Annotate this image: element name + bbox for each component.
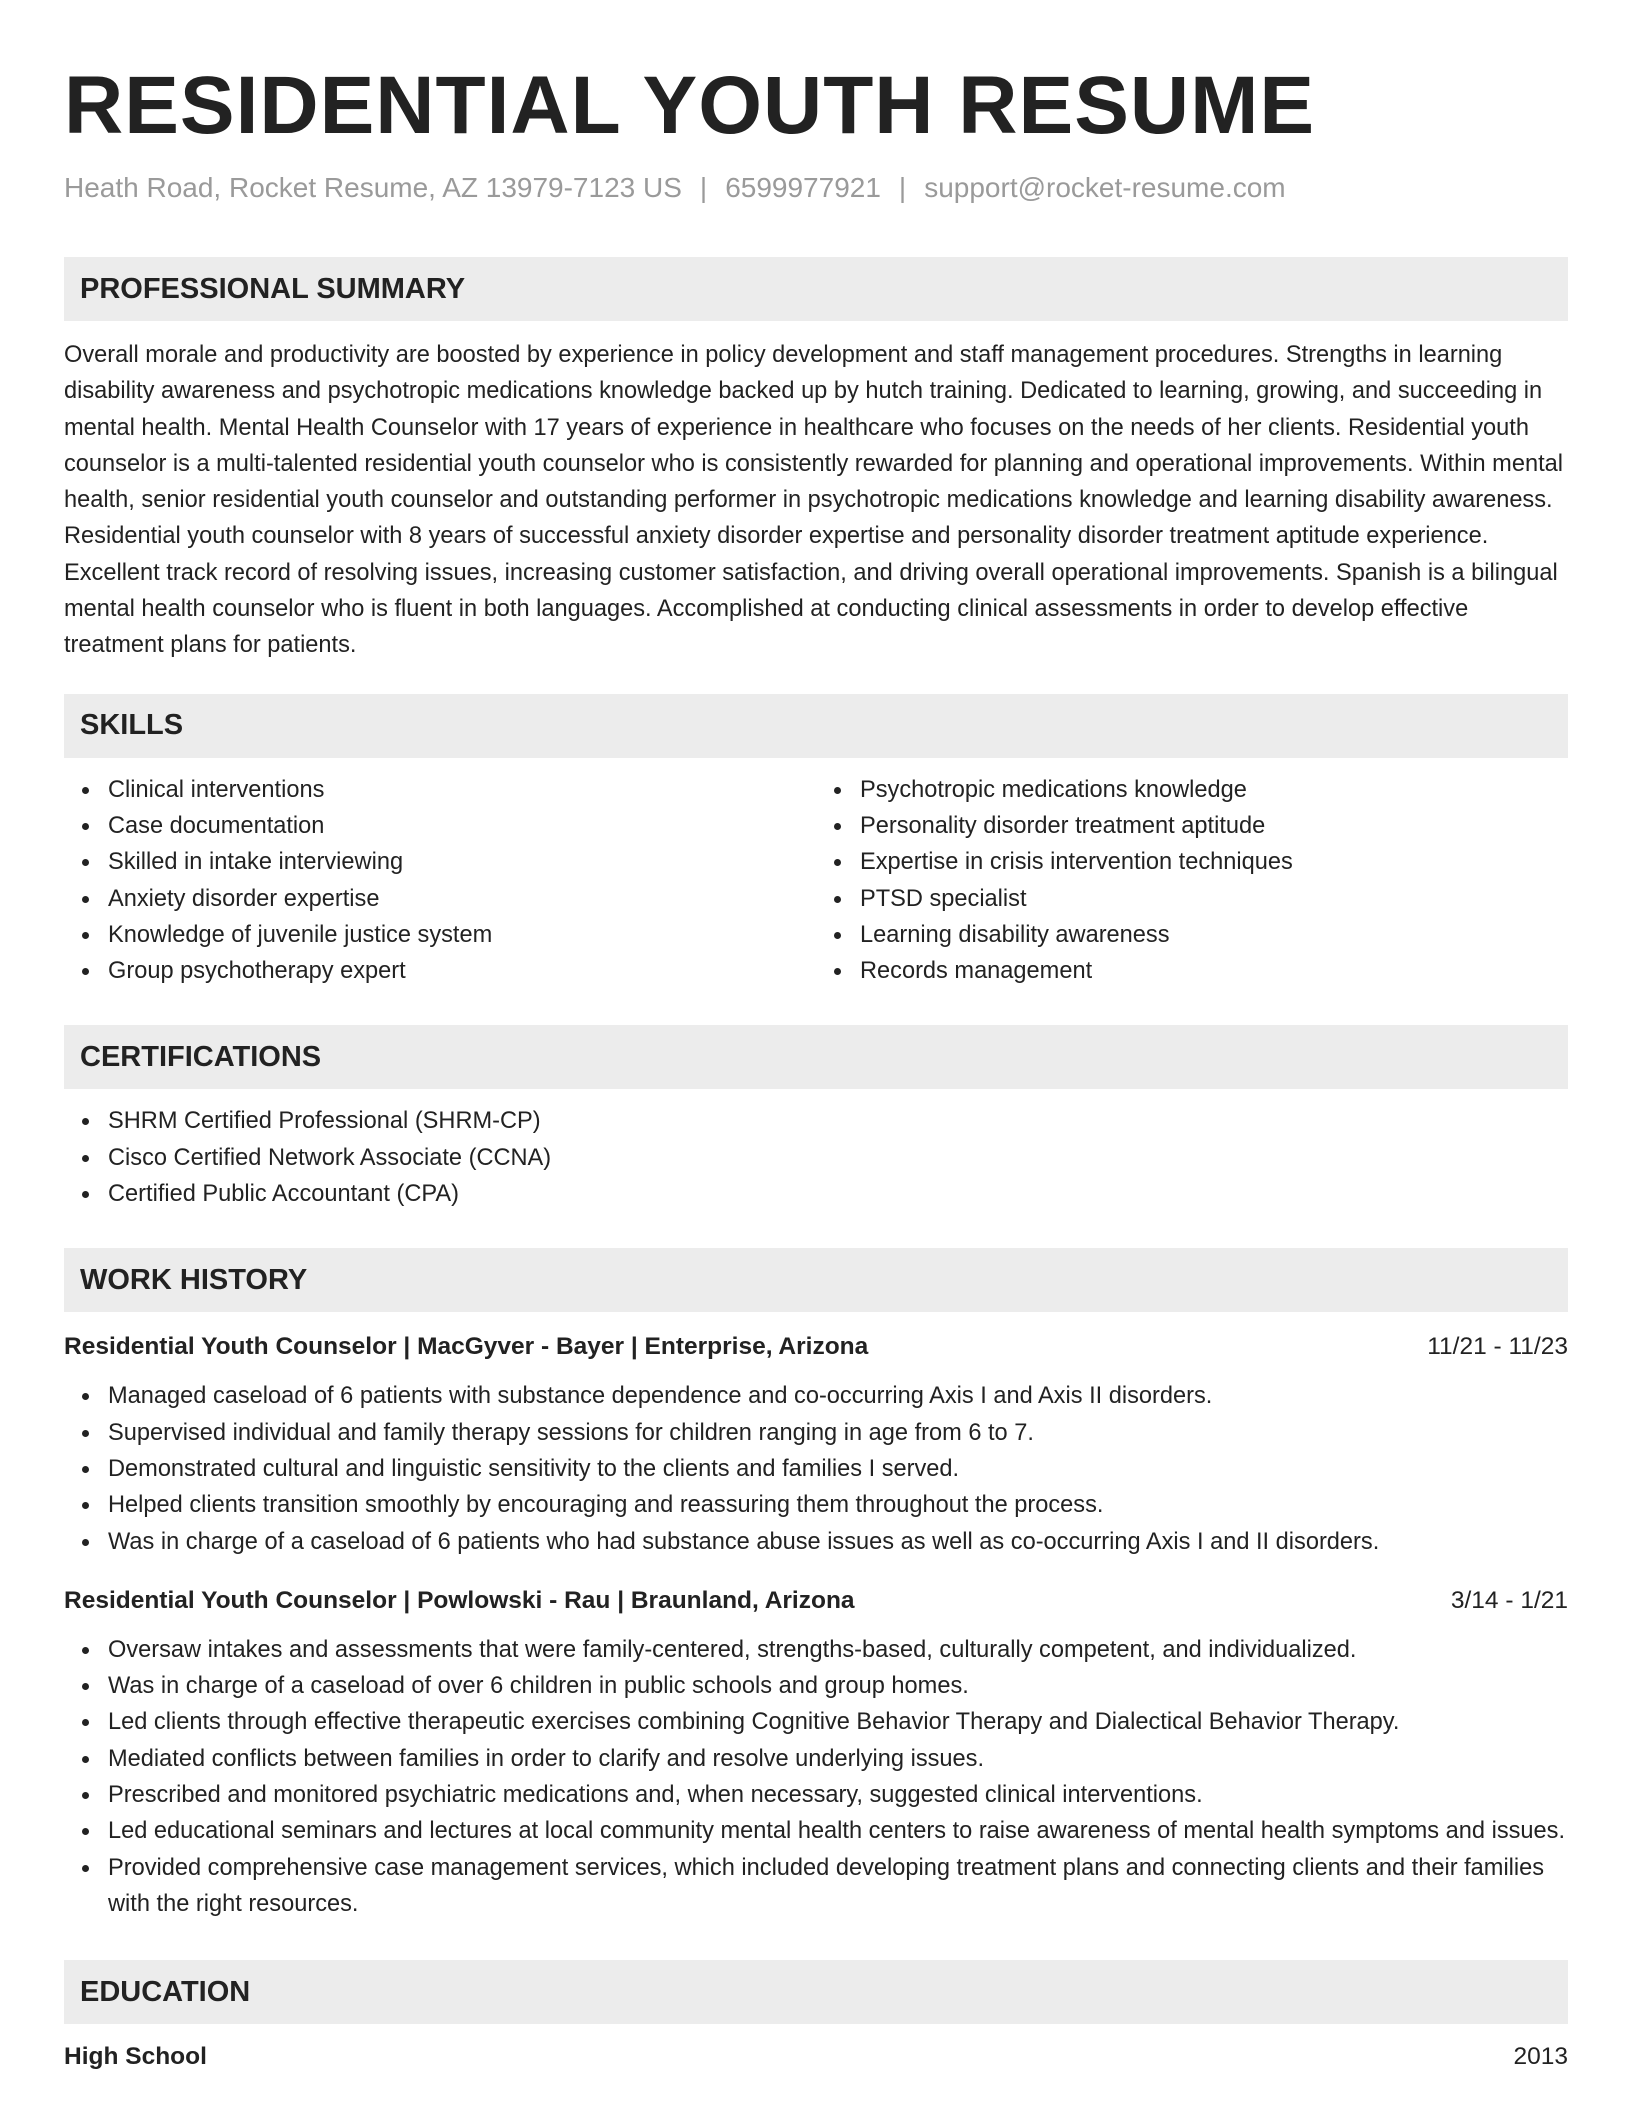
job-title: Residential Youth Counselor | MacGyver - Bayer | Enterprise, Arizona xyxy=(64,1333,869,1361)
skill-item: Psychotropic medications knowledge xyxy=(860,772,1568,808)
skills-heading: SKILLS xyxy=(64,694,1568,758)
education-entry xyxy=(64,2040,1568,2074)
skill-item: Case documentation xyxy=(108,808,816,844)
skill-item: Clinical interventions xyxy=(108,772,816,808)
job-bullet: Demonstrated cultural and linguistic sensitivity to the clients and families I served. xyxy=(108,1451,1568,1487)
contact-line xyxy=(64,170,1568,206)
job-dates: 11/21 - 11/23 xyxy=(1427,1333,1568,1361)
job-bullet: Provided comprehensive case management services, which included developing treatment plans and connecting clients and their families with the right resources. xyxy=(108,1850,1568,1923)
job-bullet: Prescribed and monitored psychiatric medications and, when necessary, suggested clinical interventions. xyxy=(108,1777,1568,1813)
contact-address: Heath Road, Rocket Resume, AZ 13979-7123 US xyxy=(64,172,682,203)
skill-item: Learning disability awareness xyxy=(860,917,1568,953)
education-year: 2013 xyxy=(1513,2043,1568,2071)
job-entry xyxy=(64,1330,1568,1559)
job-bullet: Supervised individual and family therapy sessions for children ranging in age from 6 to 7. xyxy=(108,1415,1568,1451)
job-title: Residential Youth Counselor | Powlowski - Rau | Braunland, Arizona xyxy=(64,1586,855,1614)
summary-text: Overall morale and productivity are boosted by experience in policy development and staff management procedures. Strengths in learning disability awareness and psychotropic medications knowledge backed up by hutch training. Dedicated to learning, growing, and succeeding in mental health. Mental Health Counselor with 17 years of experience in healthcare who focuses on the needs of her clients. Residential youth counselor is a multi-talented residential youth counselor who is consistently rewarded for planning and operational improvements. Within mental health, senior residential youth counselor and outstanding performer in psychotropic medications knowledge and learning disability awareness. Residential youth counselor with 8 years of successful anxiety disorder expertise and personality disorder treatment aptitude experience. Excellent track record of resolving issues, increasing customer satisfaction, and driving overall operational improvements. Spanish is a bilingual mental health counselor who is fluent in both languages. Accomplished at conducting clinical assessments in order to develop effective treatment plans for patients. xyxy=(64,342,1563,659)
certification-item: SHRM Certified Professional (SHRM-CP) xyxy=(108,1103,1568,1139)
job-bullets xyxy=(64,1632,1568,1922)
skill-item: Skilled in intake interviewing xyxy=(108,844,816,880)
job-bullet: Mediated conflicts between families in order to clarify and resolve underlying issues. xyxy=(108,1741,1568,1777)
skill-item: Expertise in crisis intervention techniques xyxy=(860,844,1568,880)
job-bullets xyxy=(64,1378,1568,1559)
job-header xyxy=(64,1330,1568,1364)
job-bullet: Was in charge of a caseload of over 6 children in public schools and group homes. xyxy=(108,1668,1568,1704)
work-history-heading: WORK HISTORY xyxy=(64,1248,1568,1312)
job-bullet: Led educational seminars and lectures at local community mental health centers to raise awareness of mental health symptoms and issues. xyxy=(108,1813,1568,1849)
job-bullet: Was in charge of a caseload of 6 patients who had substance abuse issues as well as co-occurring Axis I and II disorders. xyxy=(108,1524,1568,1560)
job-dates: 3/14 - 1/21 xyxy=(1450,1586,1568,1614)
skill-item: Knowledge of juvenile justice system xyxy=(108,917,816,953)
certification-item: Certified Public Accountant (CPA) xyxy=(108,1176,1568,1212)
contact-separator: | xyxy=(699,172,708,203)
contact-email: support@rocket-resume.com xyxy=(924,172,1286,203)
summary-heading: PROFESSIONAL SUMMARY xyxy=(64,257,1568,321)
certification-item: Cisco Certified Network Associate (CCNA) xyxy=(108,1140,1568,1176)
education-heading: EDUCATION xyxy=(64,1960,1568,2024)
job-bullet: Led clients through effective therapeutic exercises combining Cognitive Behavior Therapy and Dialectical Behavior Therapy. xyxy=(108,1704,1568,1740)
skills-column-right xyxy=(816,772,1568,990)
education-school: High School xyxy=(64,2043,207,2071)
contact-separator: | xyxy=(898,172,907,203)
job-bullet: Helped clients transition smoothly by encouraging and reassuring them throughout the process. xyxy=(108,1487,1568,1523)
job-bullet: Oversaw intakes and assessments that were family-centered, strengths-based, culturally competent, and individualized. xyxy=(108,1632,1568,1668)
job-header xyxy=(64,1584,1568,1618)
job-bullet: Managed caseload of 6 patients with substance dependence and co-occurring Axis I and Axis II disorders. xyxy=(108,1378,1568,1414)
skills-grid xyxy=(64,772,1568,990)
skill-item: PTSD specialist xyxy=(860,881,1568,917)
certifications-list xyxy=(64,1103,1568,1212)
skill-item: Records management xyxy=(860,953,1568,989)
job-entry xyxy=(64,1584,1568,1922)
skill-item: Group psychotherapy expert xyxy=(108,953,816,989)
certifications-heading: CERTIFICATIONS xyxy=(64,1025,1568,1089)
skill-item: Personality disorder treatment aptitude xyxy=(860,808,1568,844)
resume-title: RESIDENTIAL YOUTH RESUME xyxy=(64,60,1316,151)
skill-item: Anxiety disorder expertise xyxy=(108,881,816,917)
skills-column-left xyxy=(64,772,816,990)
contact-phone: 6599977921 xyxy=(725,172,881,203)
